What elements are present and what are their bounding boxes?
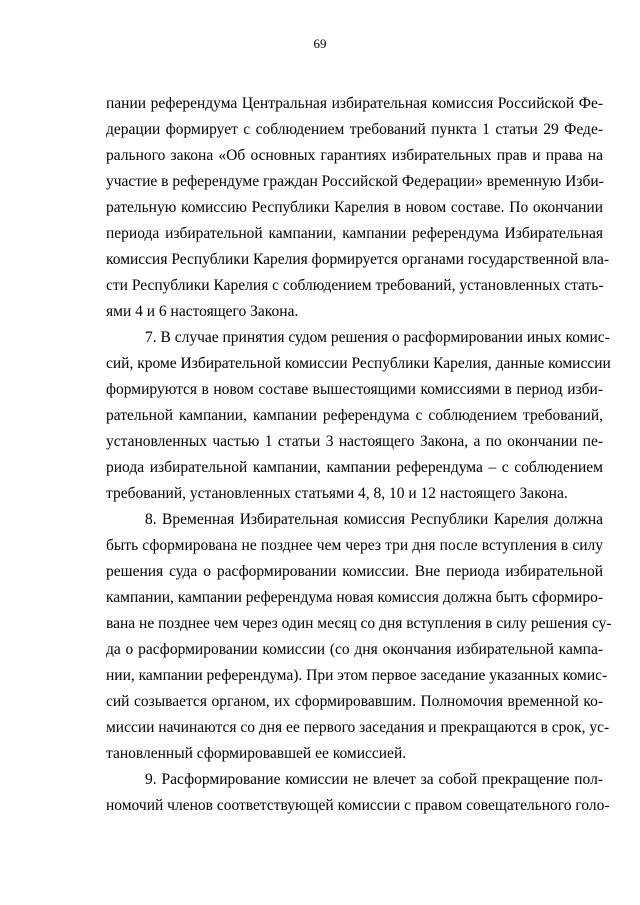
text-line: комиссия Республики Карелия формируется органами государственной вла-: [106, 251, 610, 268]
text-line: ями 4 и 6 настоящего Закона.: [106, 303, 299, 320]
text-line: номочий членов соответствующей комиссии с правом совещательного голо-: [106, 797, 610, 814]
text-line: 9. Расформирование комиссии не влечет за собой прекращение пол-: [145, 771, 603, 788]
paragraph-4: [106, 767, 610, 819]
text-line: сий, кроме Избирательной комиссии Республики Карелия, данные комиссии: [106, 355, 611, 372]
text-line: сти Республики Карелия с соблюдением требований, установленных стать-: [106, 277, 604, 294]
text-line: тановленный сформировавшей ее комиссией.: [106, 745, 407, 762]
text-line: риода избирательной кампании, кампании референдума – с соблюдением: [106, 459, 603, 476]
text-line: дерации формирует с соблюдением требований пункта 1 статьи 29 Феде-: [106, 121, 603, 138]
text-line: рательной кампании, кампании референдума с соблюдением требований,: [106, 407, 603, 424]
text-line: кампании, кампании референдума новая комиссия должна быть сформиро-: [106, 589, 603, 606]
text-line: периода избирательной кампании, кампании референдума Избирательная: [106, 225, 603, 242]
text-line: нии, кампании референдума). При этом первое заседание указанных комис-: [106, 667, 608, 684]
text-line: вана не позднее чем через один месяц со дня вступления в силу решения су-: [106, 615, 612, 632]
text-line: рательную комиссию Республики Карелия в новом составе. По окончании: [106, 199, 603, 216]
text-line: сий созывается органом, их сформировавшим. Полномочия временной ко-: [106, 693, 603, 710]
text-line: участие в референдуме граждан Российской Федерации» временную Изби-: [106, 173, 604, 190]
text-line: 8. Временная Избирательная комиссия Республики Карелия должна: [145, 511, 603, 528]
paragraph-1: [106, 91, 610, 325]
text-line: да о расформировании комиссии (со дня окончания избирательной кампа-: [106, 641, 603, 658]
text-line: рального закона «Об основных гарантиях избирательных прав и права на: [106, 147, 603, 164]
text-line: 7. В случае принятия судом решения о расформировании иных комис-: [145, 329, 610, 346]
text-line: формируются в новом составе вышестоящими комиссиями в период изби-: [106, 381, 603, 398]
text-line: установленных частью 1 статьи 3 настоящего Закона, а по окончании пе-: [106, 433, 603, 450]
paragraph-2: [106, 325, 611, 507]
text-line: миссии начинаются со дня ее первого заседания и прекращаются в срок, ус-: [106, 719, 610, 736]
text-line: требований, установленных статьями 4, 8, 10 и 12 настоящего Закона.: [106, 485, 568, 502]
paragraph-3: [106, 507, 612, 767]
text-line: быть сформирована не позднее чем через три дня после вступления в силу: [106, 537, 603, 554]
text-line: пании референдума Центральная избирательная комиссия Российской Фе-: [106, 95, 603, 112]
text-line: решения суда о расформировании комиссии. Вне периода избирательной: [106, 563, 603, 580]
document-body: [106, 91, 612, 819]
page-number: 69: [313, 36, 327, 51]
